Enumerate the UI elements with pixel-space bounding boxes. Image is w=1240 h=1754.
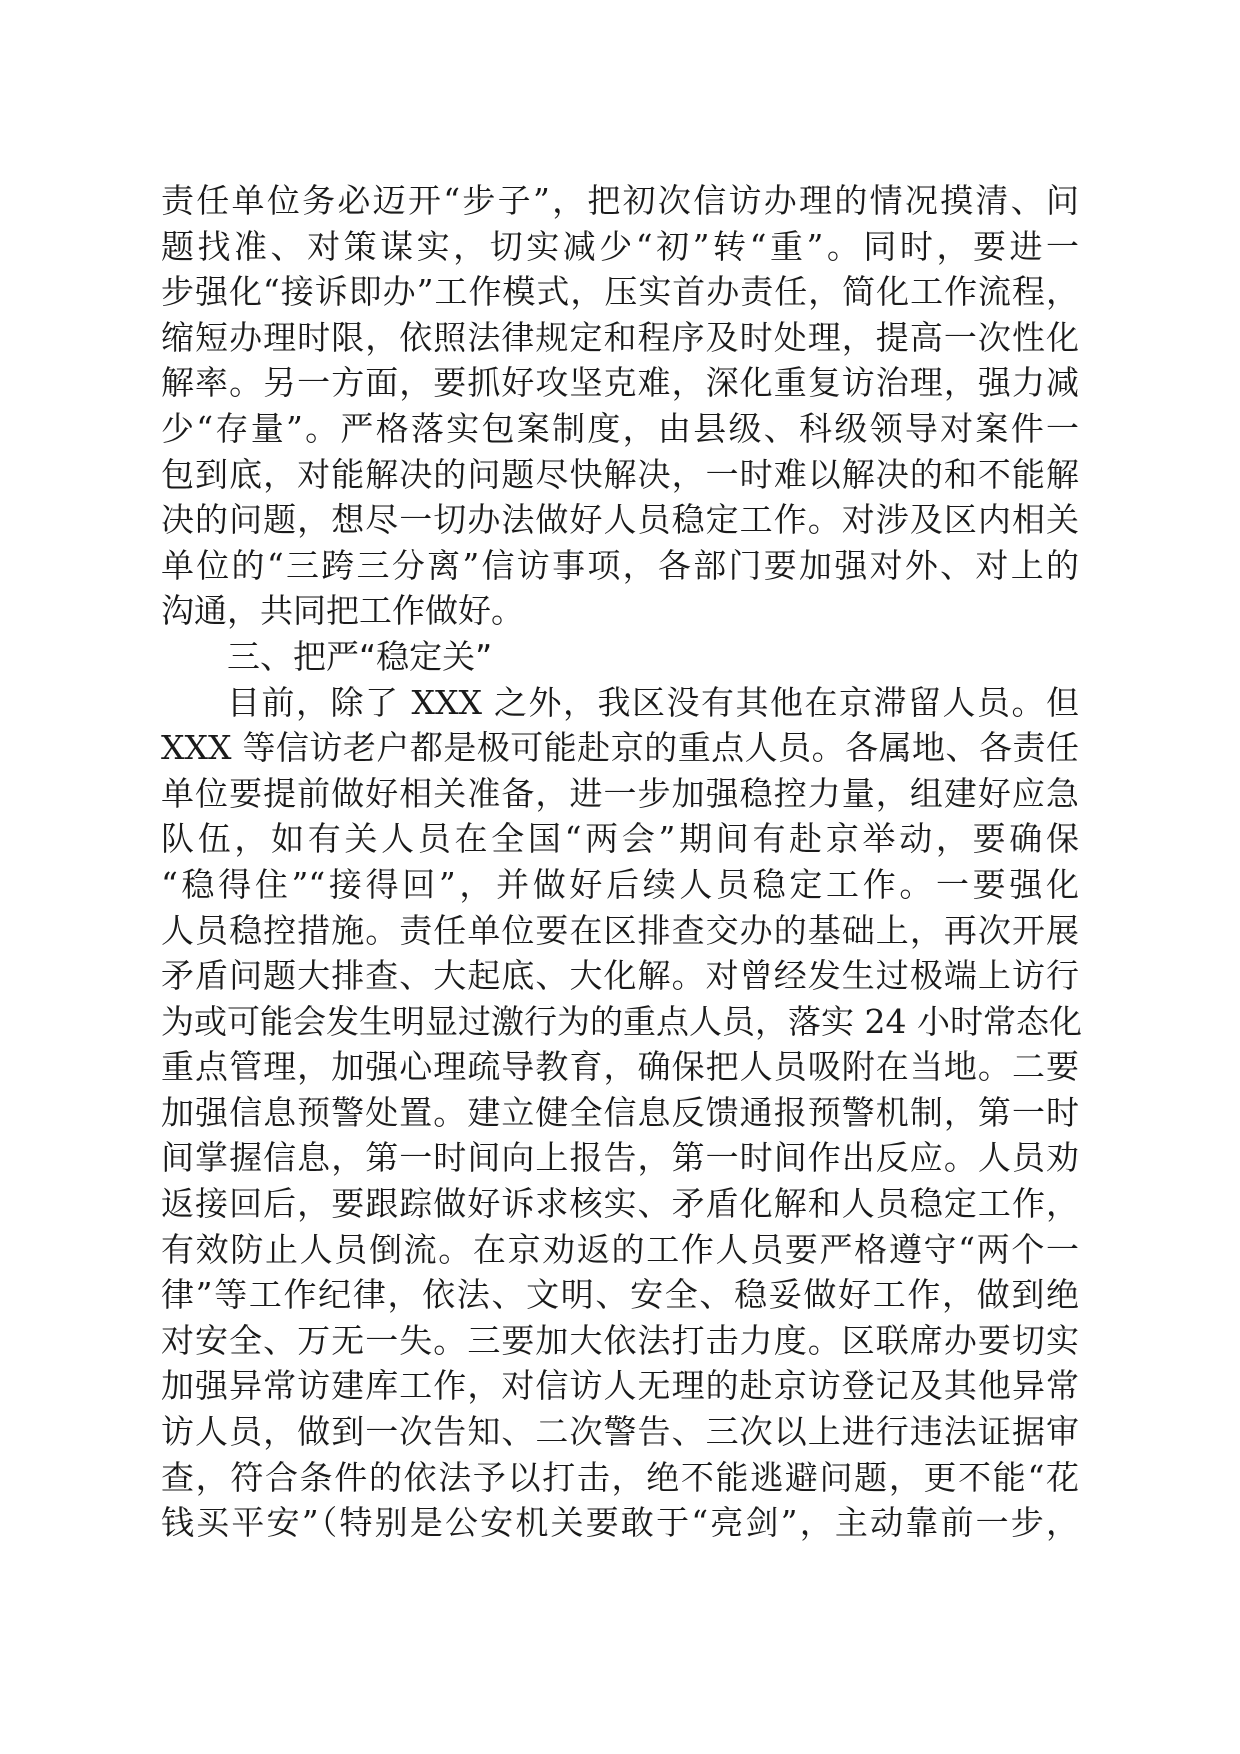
- text-line: 返接回后，要跟踪做好诉求核实、矛盾化解和人员稳定工作，: [161, 1184, 1079, 1224]
- text-line: 缩短办理时限，依照法律规定和程序及时处理，提高一次性化: [161, 317, 1079, 357]
- text-line: 加强信息预警处置。建立健全信息反馈通报预警机制，第一时: [161, 1092, 1079, 1132]
- text-line: 矛盾问题大排查、大起底、大化解。对曾经发生过极端上访行: [161, 956, 1079, 996]
- text-line: 沟通，共同把工作做好。: [161, 591, 524, 631]
- document-body: [161, 178, 1082, 1546]
- paragraph-2: [161, 680, 1082, 1546]
- text-line: 人员稳控措施。责任单位要在区排查交办的基础上，再次开展: [161, 910, 1079, 950]
- text-line: 查，符合条件的依法予以打击，绝不能逃避问题，更不能“花: [161, 1457, 1079, 1497]
- section-heading: 三、把严“稳定关”: [227, 636, 493, 676]
- text-line: 单位的“三跨三分离”信访事项，各部门要加强对外、对上的: [161, 545, 1079, 585]
- text-line: 目前，除了 XXX 之外，我区没有其他在京滞留人员。但: [227, 682, 1079, 722]
- text-line: 步强化“接诉即办”工作模式，压实首办责任，简化工作流程，: [161, 272, 1079, 312]
- paragraph-1: [161, 178, 1079, 634]
- text-line: 队伍，如有关人员在全国“两会”期间有赴京举动，要确保: [161, 819, 1079, 859]
- text-line: 决的问题，想尽一切办法做好人员稳定工作。对涉及区内相关: [161, 500, 1079, 540]
- text-line: 包到底，对能解决的问题尽快解决，一时难以解决的和不能解: [161, 454, 1079, 494]
- text-line: XXX 等信访老户都是极可能赴京的重点人员。各属地、各责任: [161, 728, 1079, 768]
- text-line: 间掌握信息，第一时间向上报告，第一时间作出反应。人员劝: [161, 1138, 1079, 1178]
- text-line: 对安全、万无一失。三要加大依法打击力度。区联席办要切实: [161, 1320, 1079, 1360]
- text-line: 加强异常访建库工作，对信访人无理的赴京访登记及其他异常: [161, 1366, 1079, 1406]
- text-line: 解率。另一方面，要抓好攻坚克难，深化重复访治理，强力减: [161, 363, 1079, 403]
- text-line: 题找准、对策谋实，切实减少“初”转“重”。同时，要进一: [161, 226, 1079, 266]
- text-line: 访人员，做到一次告知、二次警告、三次以上进行违法证据审: [161, 1412, 1079, 1452]
- text-line: 重点管理，加强心理疏导教育，确保把人员吸附在当地。二要: [161, 1047, 1079, 1087]
- text-line: “稳得住”“接得回”，并做好后续人员稳定工作。一要强化: [161, 864, 1079, 904]
- text-line: 单位要提前做好相关准备，进一步加强稳控力量，组建好应急: [161, 773, 1079, 813]
- text-line: 有效防止人员倒流。在京劝返的工作人员要严格遵守“两个一: [161, 1229, 1079, 1269]
- text-line: 为或可能会发生明显过激行为的重点人员，落实 24 小时常态化: [161, 1001, 1082, 1041]
- text-line: 钱买平安”（特别是公安机关要敢于“亮剑”，主动靠前一步，: [161, 1503, 1079, 1543]
- text-line: 律”等工作纪律，依法、文明、安全、稳妥做好工作，做到绝: [161, 1275, 1079, 1315]
- text-line: 责任单位务必迈开“步子”，把初次信访办理的情况摸清、问: [161, 181, 1079, 220]
- text-line: 少“存量”。严格落实包案制度，由县级、科级领导对案件一: [161, 408, 1079, 448]
